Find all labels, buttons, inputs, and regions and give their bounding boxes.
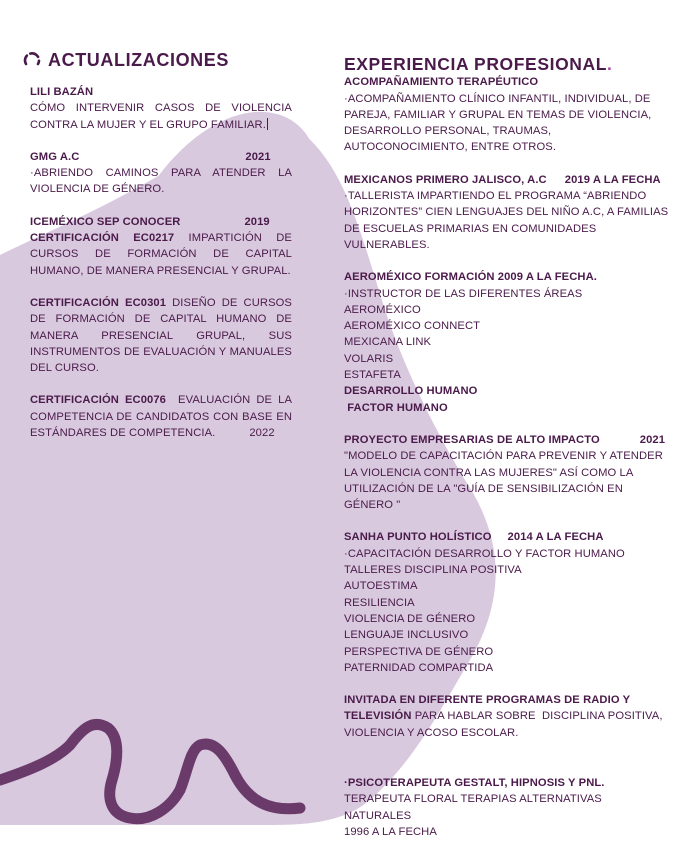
list-item: FACTOR HUMANO: [344, 401, 448, 414]
list-item: TERAPEUTA FLORAL TERAPIAS ALTERNATIVAS NATURALES: [344, 793, 602, 822]
update-body: CERTIFICACIÓN EC0217 IMPARTICIÓN DE CURSOS DE FORMACIÓN DE CAPITAL HUMANO, DE MANERA PRESENCIAL Y GRUPAL.: [30, 232, 292, 277]
list-item: AEROMÉXICO: [344, 303, 421, 316]
list-item: PATERNIDAD COMPARTIDA: [344, 661, 494, 674]
update-gmg: [30, 149, 292, 198]
update-head: LILI BAZÁN: [30, 86, 94, 98]
exp-head: ·PSICOTERAPEUTA GESTALT, HIPNOSIS Y PNL.: [344, 776, 605, 789]
list-item: AEROMÉXICO CONNECT: [344, 320, 481, 333]
exp-radio-tv: [344, 692, 670, 741]
updates-header: [22, 50, 292, 70]
exp-mexicanos-primero: [344, 172, 670, 253]
experience-column: [344, 56, 670, 856]
exp-head: AEROMÉXICO FORMACIÓN 2009 A LA FECHA.: [344, 271, 597, 284]
exp-body: ·TALLERISTA IMPARTIENDO EL PROGRAMA “ABRIENDO HORIZONTES” CIEN LENGUAJES DEL NIÑO A.C, A FAMILIAS DE ESCUELAS PRIMARIAS EN COMUNIDADES VULNERABLES.: [344, 190, 669, 251]
update-ec0076: [30, 392, 296, 441]
update-ec0301: [30, 295, 292, 376]
list-item: MEXICANA LINK: [344, 336, 432, 349]
list-item: DESARROLLO HUMANO: [344, 385, 478, 398]
loading-icon: [22, 50, 42, 70]
exp-head-row: SANHA PUNTO HOLÍSTICO 2014 A LA FECHA: [344, 531, 604, 544]
exp-body: ·ACOMPAÑAMIENTO CLÍNICO INFANTIL, INDIVIDUAL, DE PAREJA, FAMILIAR Y GRUPAL EN TEMAS DE VIOLENCIA, DESARROLLO PERSONAL, TRAUMAS, AUTOCONOCIMIENTO, ENTRE OTROS.: [344, 92, 652, 154]
list-item: TALLERES DISCIPLINA POSITIVA: [344, 564, 522, 577]
update-head-row: GMG A.C 2021: [30, 150, 271, 163]
list-item: PERSPECTIVA DE GÉNERO: [344, 645, 494, 658]
exp-body: "MODELO DE CAPACITACIÓN PARA PREVENIR Y ATENDER LA VIOLENCIA CONTRA LAS MUJERES" ASÍ COMO LA UTILIZACIÓN DE LA "GUÍA DE SENSIBILIZACIÓN EN GÉNERO ": [344, 450, 663, 512]
exp-head: ACOMPAÑAMIENTO TERAPÉUTICO: [344, 76, 539, 89]
exp-head-row: PROYECTO EMPRESARIAS DE ALTO IMPACTO 2021: [344, 433, 666, 446]
list-item: AUTOESTIMA: [344, 580, 418, 593]
list-item: 1996 A LA FECHA: [344, 825, 437, 838]
updates-title: ACTUALIZACIONES: [48, 49, 229, 70]
list-item: VOLARIS: [344, 352, 394, 365]
exp-head-row: MEXICANOS PRIMERO JALISCO, A.C 2019 A LA FECHA: [344, 173, 661, 186]
list-item: VIOLENCIA DE GÉNERO: [344, 612, 476, 625]
list-item: ·INSTRUCTOR DE LAS DIFERENTES ÁREAS: [344, 287, 583, 300]
exp-aeromexico: [344, 269, 670, 416]
updates-column: [30, 49, 296, 457]
update-body: CERTIFICACIÓN EC0076 EVALUACIÓN DE LA COMPETENCIA DE CANDIDATOS CON BASE EN ESTÁNDARES DE COMPETENCIA. 2022: [30, 394, 296, 440]
update-body: CERTIFICACIÓN EC0301 DISEÑO DE CURSOS DE FORMACIÓN DE CAPITAL HUMANO DE MANERA PRESENCIAL GRUPAL, SUS INSTRUMENTOS DE EVALUACIÓN Y MANUALES DEL CURSO.: [30, 296, 292, 375]
exp-acompanamiento: [344, 74, 670, 155]
update-lili: [30, 84, 292, 133]
exp-body: INVITADA EN DIFERENTE PROGRAMAS DE RADIO Y TELEVISIÓN PARA HABLAR SOBRE DISCIPLINA POSITIVA, VIOLENCIA Y ACOSO ESCOLAR.: [344, 694, 666, 739]
text-cursor: [267, 118, 268, 130]
list-item: ESTAFETA: [344, 369, 401, 382]
update-icemexico: [30, 214, 292, 279]
list-item: RESILIENCIA: [344, 596, 415, 609]
list-item: ·CAPACITACIÓN DESARROLLO Y FACTOR HUMANO: [344, 547, 625, 560]
list-item: LENGUAJE INCLUSIVO: [344, 629, 469, 642]
experience-title: EXPERIENCIA PROFESIONAL.: [344, 54, 613, 74]
exp-empresarias: [344, 432, 670, 513]
exp-sanha: [344, 529, 670, 676]
exp-psicoterapeuta: [344, 775, 670, 840]
update-body: ·ABRIENDO CAMINOS PARA ATENDER LA VIOLENCIA DE GÉNERO.: [30, 167, 292, 196]
update-head-row: ICEMÉXICO SEP CONOCER 2019: [30, 215, 270, 228]
update-body: CÓMO INTERVENIR CASOS DE VIOLENCIA CONTRA LA MUJER Y EL GRUPO FAMILIAR.: [30, 102, 292, 131]
